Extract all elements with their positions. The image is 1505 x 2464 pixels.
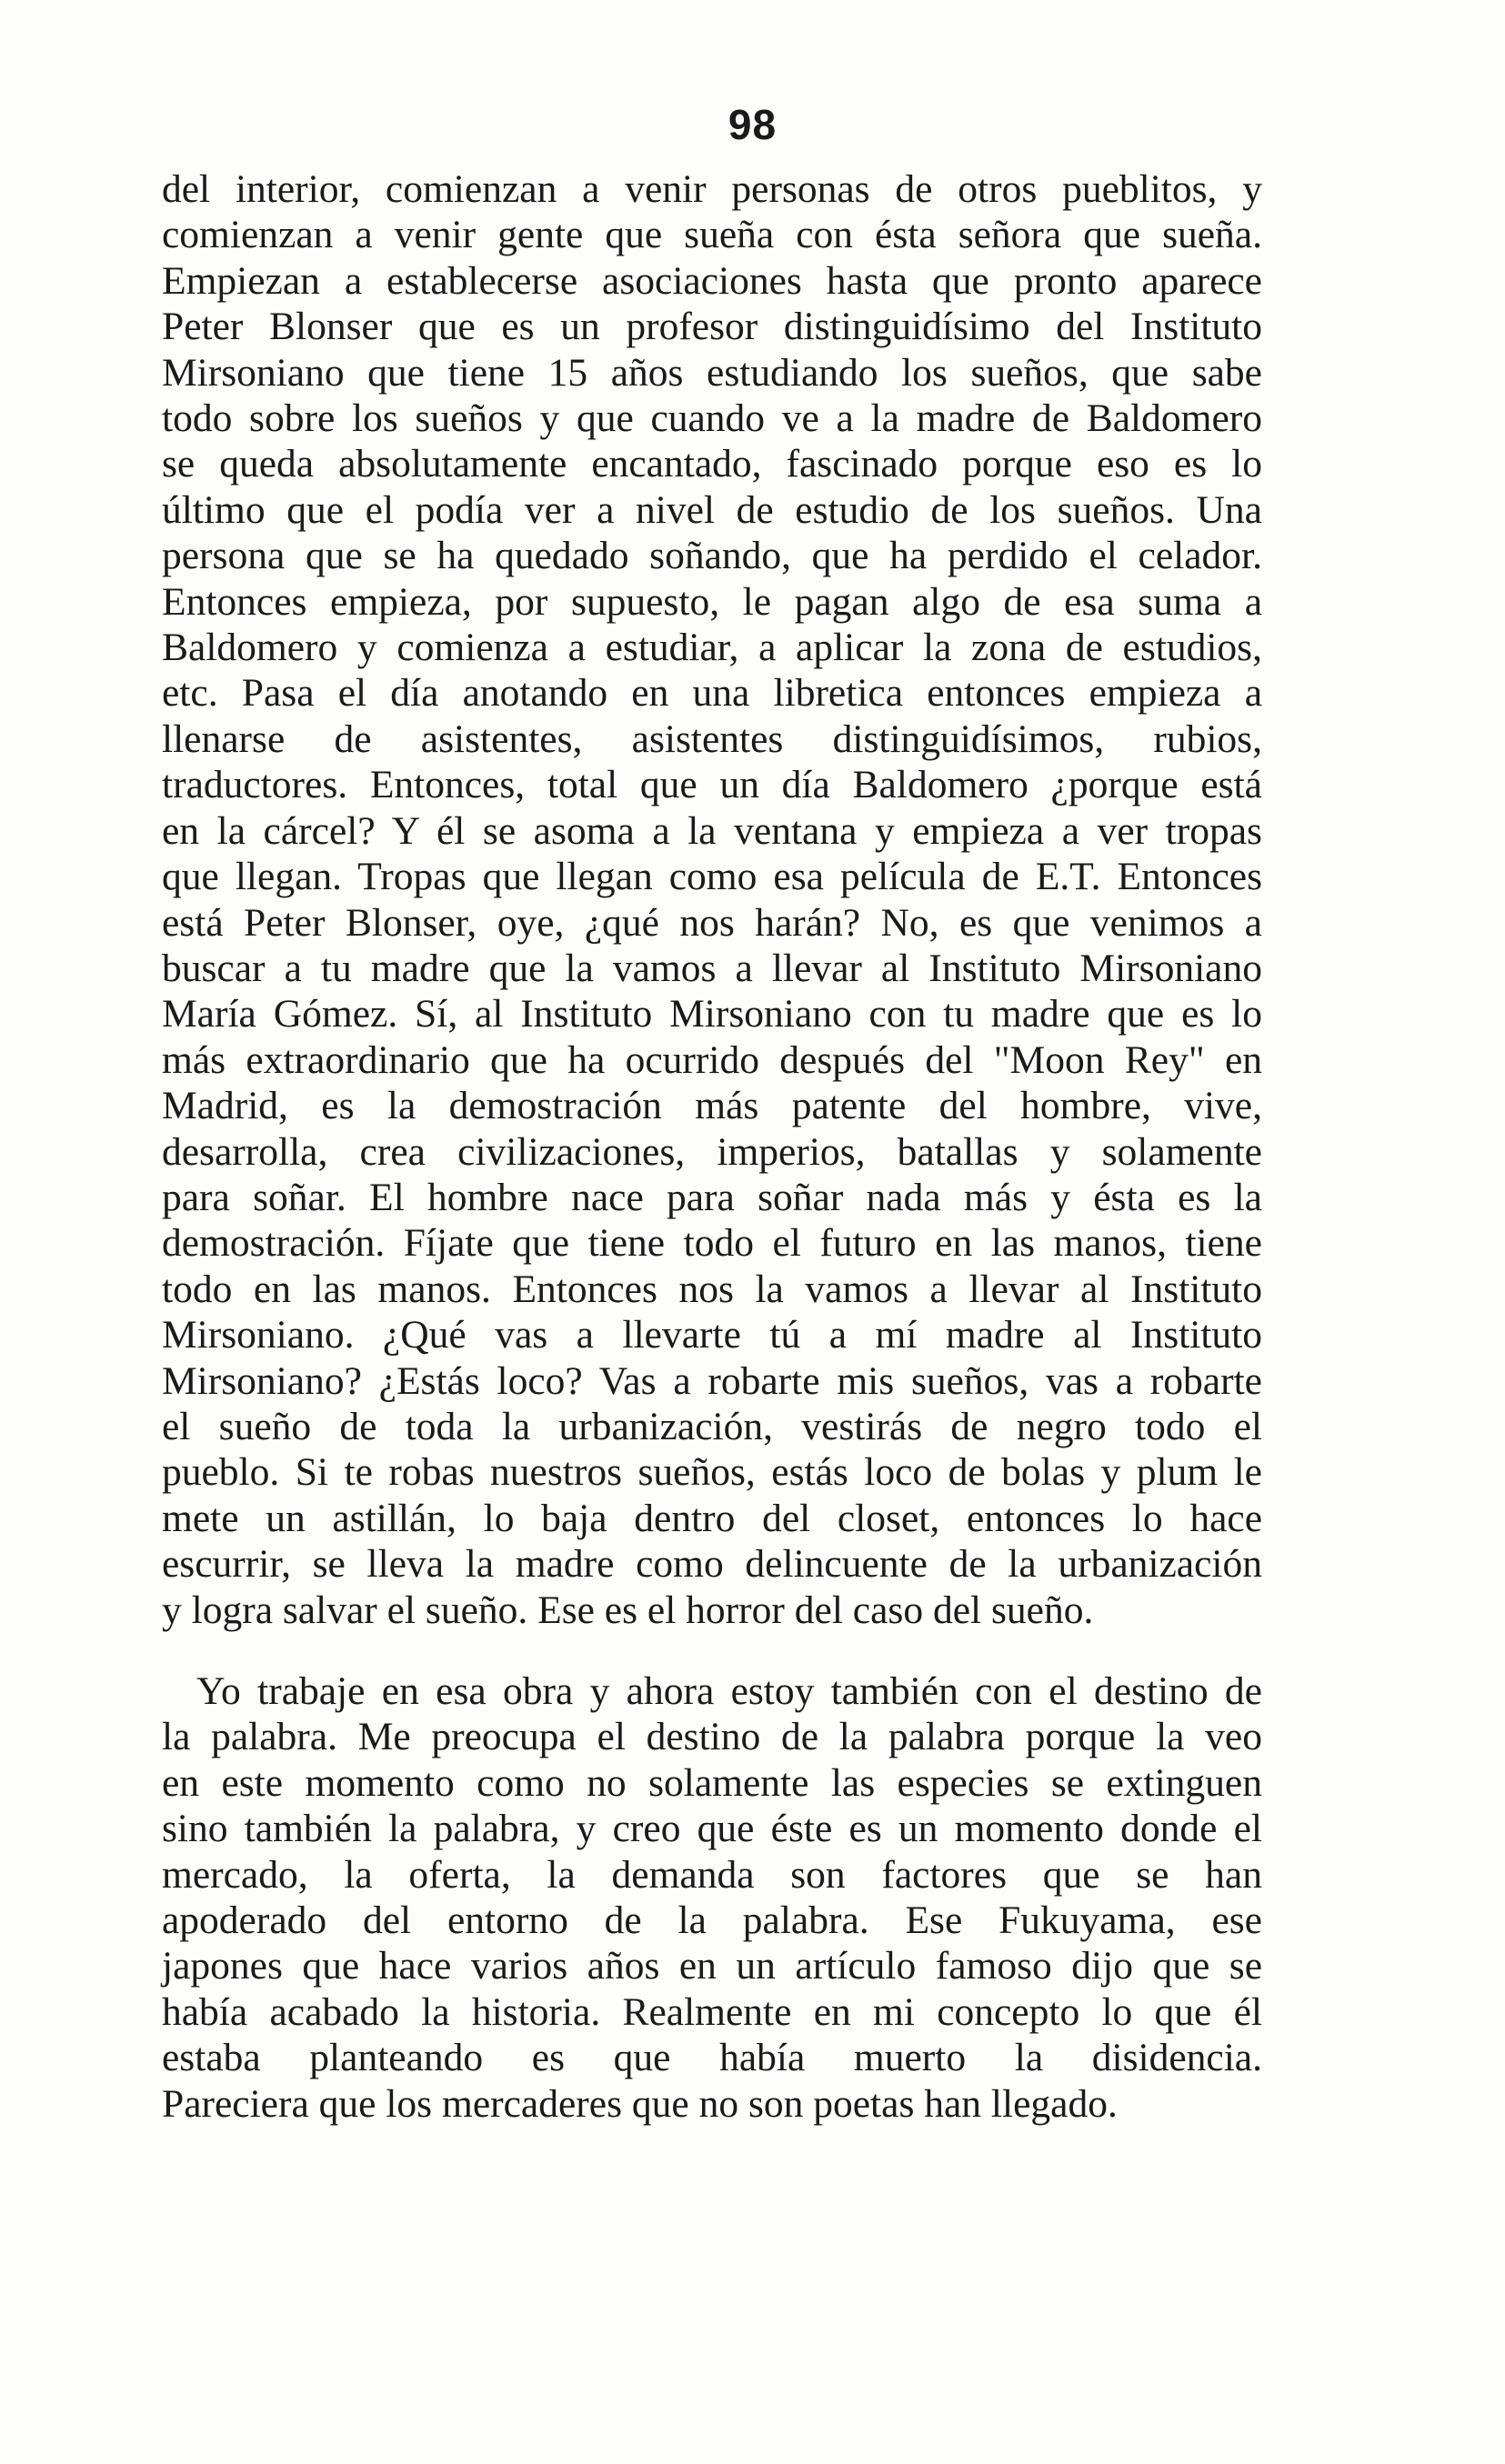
text-line: último que el podía ver a nivel de estudio de los sueños. Una <box>162 487 1262 532</box>
text-line: Mirsoniano. ¿Qué vas a llevarte tú a mí madre al Instituto <box>162 1313 1262 1357</box>
text-line: escurrir, se lleva la madre como delincuente de la urbanización <box>162 1542 1262 1587</box>
paragraph-1 <box>162 166 1262 1633</box>
page-number: 98 <box>727 101 778 148</box>
text-line: María Gómez. Sí, al Instituto Mirsoniano con tu madre que es lo <box>162 992 1262 1037</box>
text-line: en la cárcel? Y él se asoma a la ventana y empieza a ver tropas <box>162 808 1262 853</box>
text-line: apoderado del entorno de la palabra. Ese Fukuyama, ese <box>162 1898 1262 1943</box>
text-line: en este momento como no solamente las especies se extinguen <box>162 1760 1262 1805</box>
text-line: Madrid, es la demostración más patente del hombre, vive, <box>162 1084 1262 1128</box>
text-line: está Peter Blonser, oye, ¿qué nos harán? No, es que venimos a <box>162 900 1262 945</box>
text-line: Empiezan a establecerse asociaciones hasta que pronto aparece <box>162 258 1262 303</box>
text-line: del interior, comienzan a venir personas de otros pueblitos, y <box>162 167 1262 211</box>
text-line: que llegan. Tropas que llegan como esa película de E.T. Entonces <box>162 855 1262 899</box>
text-line: estaba planteando es que había muerto la disidencia. <box>162 2036 1262 2080</box>
paragraph-2 <box>162 1668 1262 2127</box>
text-line: etc. Pasa el día anotando en una libretica entonces empieza a <box>162 671 1262 716</box>
text-line: comienzan a venir gente que sueña con ésta señora que sueña. <box>162 213 1262 257</box>
text-line: para soñar. El hombre nace para soñar nada más y ésta es la <box>162 1175 1262 1219</box>
text-line: traductores. Entonces, total que un día Baldomero ¿porque está <box>162 763 1262 807</box>
text-line: japones que hace varios años en un artículo famoso dijo que se <box>162 1944 1262 1988</box>
text-line: mete un astillán, lo baja dentro del closet, entonces lo hace <box>162 1496 1262 1540</box>
text-line: Mirsoniano que tiene 15 años estudiando los sueños, que sabe <box>162 350 1262 395</box>
text-line: el sueño de toda la urbanización, vestirás de negro todo el <box>162 1404 1262 1448</box>
text-line: llenarse de asistentes, asistentes distinguidísimos, rubios, <box>162 716 1262 761</box>
text-line: persona que se ha quedado soñando, que ha perdido el celador. <box>162 534 1262 578</box>
text-line: Baldomero y comienza a estudiar, a aplicar la zona de estudios, <box>162 626 1262 670</box>
text-line: buscar a tu madre que la vamos a llevar al Instituto Mirsoniano <box>162 946 1262 990</box>
text-line: mercado, la oferta, la demanda son factores que se han <box>162 1852 1262 1897</box>
text-line: demostración. Fíjate que tiene todo el futuro en las manos, tiene <box>162 1221 1262 1266</box>
text-line: sino también la palabra, y creo que éste es un momento donde el <box>162 1807 1262 1851</box>
text-line: todo sobre los sueños y que cuando ve a la madre de Baldomero <box>162 396 1262 441</box>
text-line: la palabra. Me preocupa el destino de la palabra porque la veo <box>162 1715 1262 1759</box>
text-line-indented: Yo trabaje en esa obra y ahora estoy también con el destino de <box>196 1669 1262 1713</box>
text-line-last: y logra salvar el sueño. Ese es el horror del caso del sueño. <box>162 1588 1094 1632</box>
text-line: desarrolla, crea civilizaciones, imperios, batallas y solamente <box>162 1129 1262 1174</box>
text-line-last: Pareciera que los mercaderes que no son poetas han llegado. <box>162 2081 1118 2126</box>
text-line: Mirsoniano? ¿Estás loco? Vas a robarte mis sueños, vas a robarte <box>162 1358 1262 1403</box>
text-line: Entonces empieza, por supuesto, le pagan algo de esa suma a <box>162 579 1262 624</box>
text-line: Peter Blonser que es un profesor distinguidísimo del Instituto <box>162 305 1262 349</box>
text-line: pueblo. Si te robas nuestros sueños, estás loco de bolas y plum le <box>162 1450 1262 1495</box>
text-line: todo en las manos. Entonces nos la vamos a llevar al Instituto <box>162 1267 1262 1311</box>
text-line: más extraordinario que ha ocurrido después del "Moon Rey" en <box>162 1037 1262 1082</box>
text-line: se queda absolutamente encantado, fascinado porque eso es lo <box>162 442 1262 486</box>
text-line: había acabado la historia. Realmente en mi concepto lo que él <box>162 1989 1262 2034</box>
